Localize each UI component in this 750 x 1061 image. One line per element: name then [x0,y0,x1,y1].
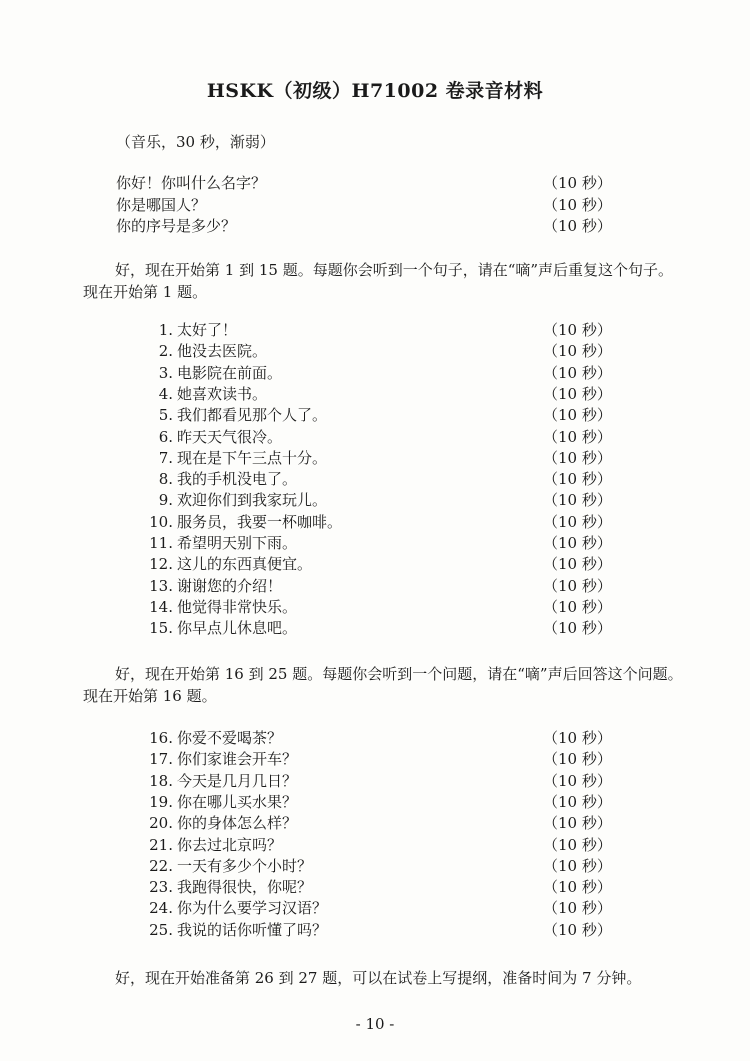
page-title: HSKK（初级）H71002 卷录音材料 [206,80,544,102]
part2-instruction: 好，现在开始第 16 到 25 题。每题你会听到一个问题，请在“嘀”声后回答这个问题。现在开始第 16 题。 [83,665,683,705]
item-text: 现在是下午三点十分。 [177,448,328,467]
item-text: 服务员，我要一杯咖啡。 [177,512,343,531]
item-time: （10 秒） [543,342,612,361]
item-time: （10 秒） [543,448,612,467]
item-number: 2. [158,342,173,361]
item-time: （10 秒） [543,835,612,854]
item-number: 13. [149,576,173,595]
item-time: （10 秒） [543,729,612,747]
item-number: 1. [158,321,173,339]
item-time: （10 秒） [543,384,612,403]
item-text: 你为什么要学习汉语？ [177,899,328,918]
part3-instruction: 好，现在开始准备第 26 到 27 题，可以在试卷上写提纲，准备时间为 7 分钟。 [115,969,642,987]
item-text: 你的身体怎么样？ [177,814,298,833]
item-number: 4. [158,384,173,403]
item-number: 22. [149,856,173,875]
item-text: 你去过北京吗？ [177,835,283,854]
item-text: 我们都看见那个人了。 [177,406,328,425]
music-note: （音乐，30 秒，渐弱） [116,133,275,151]
item-time: （10 秒） [543,406,612,425]
item-time: （10 秒） [543,534,612,552]
item-number: 23. [149,878,173,897]
item-time: （10 秒） [543,619,612,638]
item-number: 3. [158,363,173,382]
item-time: （10 秒） [543,491,612,510]
item-number: 15. [149,619,173,638]
item-time: （10 秒） [543,750,612,769]
item-text: 你早点儿休息吧。 [177,619,298,638]
item-number: 12. [149,555,173,574]
item-text: 你的序号是多少？ [116,217,237,235]
item-text: 他没去医院。 [177,342,268,361]
item-time: （10 秒） [543,878,612,897]
item-time: （10 秒） [543,174,612,192]
item-text: 一天有多少个小时？ [177,856,313,875]
item-number: 10. [149,512,173,531]
item-text: 这儿的东西真便宜。 [177,555,313,574]
item-text: 你好！你叫什么名字？ [116,174,267,192]
item-time: （10 秒） [543,814,612,833]
item-text: 我跑得很快，你呢？ [177,878,313,897]
item-text: 希望明天别下雨。 [177,534,298,552]
item-text: 我说的话你听懂了吗？ [177,920,328,939]
item-time: （10 秒） [543,217,612,235]
item-time: （10 秒） [543,512,612,531]
item-time: （10 秒） [543,363,612,382]
item-text: 今天是几月几日？ [177,771,298,790]
item-text: 谢谢您的介绍！ [177,576,283,595]
item-number: 18. [149,771,173,790]
item-time: （10 秒） [543,427,612,446]
item-text: 欢迎你们到我家玩儿。 [177,491,328,510]
item-text: 你是哪国人？ [116,195,207,214]
item-text: 电影院在前面。 [177,363,283,382]
item-number: 5. [158,406,173,425]
item-text: 你们家谁会开车？ [177,750,298,769]
item-text: 我的手机没电了。 [177,470,298,489]
item-number: 21. [149,835,173,854]
item-time: （10 秒） [543,195,612,214]
item-time: （10 秒） [543,321,612,339]
part1-instruction: 好，现在开始第 1 到 15 题。每题你会听到一个句子，请在“嘀”声后重复这个句子。现在开始第 1 题。 [83,261,674,301]
item-number: 9. [158,491,173,510]
item-text: 太好了！ [177,321,238,339]
item-text: 她喜欢读书。 [177,384,268,403]
item-text: 昨天天气很冷。 [177,427,283,446]
item-time: （10 秒） [543,899,612,918]
item-number: 6. [158,427,173,446]
item-number: 11. [149,534,173,552]
item-text: 你在哪儿买水果？ [177,792,298,811]
item-number: 8. [158,470,173,489]
item-number: 19. [149,792,173,811]
item-time: （10 秒） [543,771,612,790]
item-number: 16. [149,729,173,747]
item-number: 20. [149,814,173,833]
item-number: 14. [149,597,173,616]
item-number: 7. [158,448,173,467]
item-time: （10 秒） [543,920,612,939]
item-text: 你爱不爱喝茶？ [177,729,283,747]
item-time: （10 秒） [543,856,612,875]
item-time: （10 秒） [543,792,612,811]
item-time: （10 秒） [543,576,612,595]
item-text: 他觉得非常快乐。 [177,597,298,616]
item-time: （10 秒） [543,470,612,489]
item-time: （10 秒） [543,597,612,616]
item-number: 25. [149,920,173,939]
item-number: 17. [149,750,173,769]
item-number: 24. [149,899,173,918]
item-time: （10 秒） [543,555,612,574]
page-number: - 10 - [355,1015,395,1033]
